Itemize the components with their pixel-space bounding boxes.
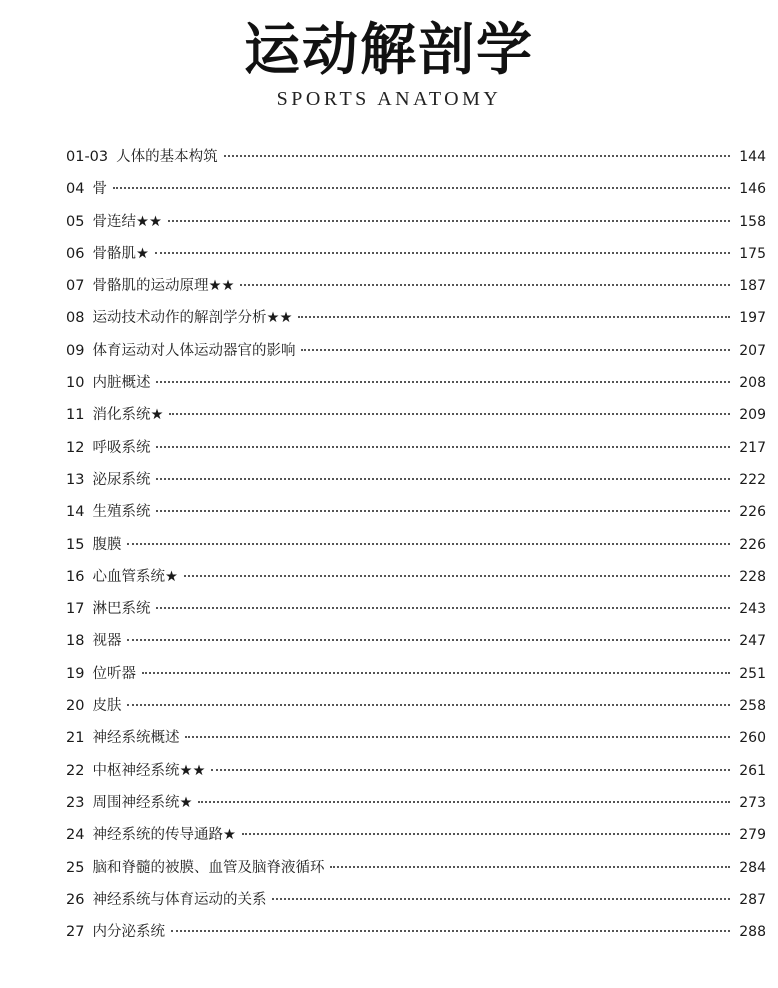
toc-entry-title: 骨骼肌的运动原理★★ xyxy=(92,278,235,295)
dot-leader xyxy=(330,866,730,868)
toc-entry-page: 207 xyxy=(739,342,766,359)
toc-entry[interactable] xyxy=(66,496,766,528)
toc-entry[interactable] xyxy=(66,755,766,787)
toc-entry-number: 21 xyxy=(66,730,85,747)
toc-entry[interactable] xyxy=(66,529,766,561)
dot-leader xyxy=(156,510,730,512)
toc-entry[interactable] xyxy=(66,787,766,819)
dot-leader xyxy=(169,413,730,415)
dot-leader xyxy=(185,736,730,738)
toc-entry-title: 泌尿系统 xyxy=(92,471,151,488)
dot-leader xyxy=(240,284,730,286)
page-title: 运动解剖学 xyxy=(244,17,534,83)
dot-leader xyxy=(242,833,730,835)
toc-entry-title: 运动技术动作的解剖学分析★★ xyxy=(92,310,293,327)
toc-entry-number: 19 xyxy=(66,665,85,682)
toc-entry-title: 腹膜 xyxy=(92,536,122,553)
dot-leader xyxy=(184,575,730,577)
dot-leader xyxy=(198,801,730,803)
toc-entry-page: 251 xyxy=(739,665,766,682)
toc-entry-number: 10 xyxy=(66,375,85,392)
toc-entry-page: 144 xyxy=(739,149,766,165)
toc-entry[interactable] xyxy=(66,690,766,722)
toc-entry[interactable] xyxy=(66,206,766,238)
toc-entry-number: 07 xyxy=(66,278,85,295)
toc-entry-page: 261 xyxy=(739,762,766,779)
toc-entry[interactable] xyxy=(66,302,766,334)
page-subtitle: SPORTS ANATOMY xyxy=(276,88,502,110)
toc-entry-page: 243 xyxy=(739,601,766,618)
toc-entry[interactable] xyxy=(66,141,766,173)
toc-entry-number: 17 xyxy=(66,601,85,618)
toc-entry-page: 208 xyxy=(739,375,766,392)
toc-entry-page: 222 xyxy=(739,471,766,488)
toc-entry[interactable] xyxy=(66,335,766,367)
toc-entry-title: 生殖系统 xyxy=(92,504,151,521)
toc-entry-title: 骨骼肌★ xyxy=(92,245,149,262)
toc-entry-page: 226 xyxy=(739,504,766,521)
toc-entry-title: 脑和脊髓的被膜、血管及脑脊液循环 xyxy=(92,859,325,876)
toc-entry-title: 神经系统的传导通路★ xyxy=(92,827,236,844)
toc-entry[interactable] xyxy=(66,432,766,464)
toc-entry-page: 258 xyxy=(739,698,766,715)
toc-entry[interactable] xyxy=(66,561,766,593)
toc-entry[interactable] xyxy=(66,722,766,754)
toc-entry[interactable] xyxy=(66,270,766,302)
toc-entry-number: 15 xyxy=(66,536,85,553)
toc-entry-title: 淋巴系统 xyxy=(92,601,151,618)
dot-leader xyxy=(272,898,730,900)
toc-entry-title: 体育运动对人体运动器官的影响 xyxy=(92,342,296,359)
toc-entry-page: 217 xyxy=(739,439,766,456)
dot-leader xyxy=(156,478,730,480)
toc-entry-page: 197 xyxy=(739,310,766,327)
toc-entry-number: 18 xyxy=(66,633,85,650)
toc-entry[interactable] xyxy=(66,625,766,657)
toc-entry-number: 04 xyxy=(66,181,85,198)
dot-leader xyxy=(127,543,730,545)
toc-entry-number: 25 xyxy=(66,859,85,876)
dot-leader xyxy=(211,769,730,771)
toc-entry-number: 08 xyxy=(66,310,85,327)
toc-entry-number: 12 xyxy=(66,439,85,456)
toc-entry-page: 273 xyxy=(739,794,766,811)
toc-entry-title: 心血管系统★ xyxy=(92,568,178,585)
dot-leader xyxy=(127,639,730,641)
toc-entry[interactable] xyxy=(66,464,766,496)
toc-entry-number: 20 xyxy=(66,698,85,715)
dot-leader xyxy=(127,704,730,706)
toc-entry-page: 279 xyxy=(739,827,766,844)
toc-entry[interactable] xyxy=(66,852,766,884)
toc-entry-page: 247 xyxy=(739,633,766,650)
toc-entry-number: 05 xyxy=(66,213,85,230)
toc-entry-title: 神经系统概述 xyxy=(92,730,180,747)
dot-leader xyxy=(156,446,730,448)
toc-entry[interactable] xyxy=(66,399,766,431)
toc-entry-page: 175 xyxy=(739,245,766,262)
toc-entry-page: 187 xyxy=(739,278,766,295)
toc-entry-title: 中枢神经系统★★ xyxy=(92,762,206,779)
toc-entry-number: 16 xyxy=(66,568,85,585)
toc-entry-title: 骨 xyxy=(92,181,107,198)
toc-entry-page: 284 xyxy=(739,859,766,876)
dot-leader xyxy=(142,672,730,674)
toc-entry-title: 骨连结★★ xyxy=(92,213,162,230)
toc-entry-title: 视器 xyxy=(92,633,122,650)
toc-entry-number: 26 xyxy=(66,891,85,908)
toc-entry-number: 22 xyxy=(66,762,85,779)
dot-leader xyxy=(156,607,730,609)
toc-entry-page: 209 xyxy=(739,407,766,424)
dot-leader xyxy=(298,316,730,318)
toc-entry-number: 01-03 xyxy=(66,149,109,165)
toc-entry[interactable] xyxy=(66,916,766,948)
toc-entry[interactable] xyxy=(66,593,766,625)
dot-leader xyxy=(171,930,730,932)
toc-entry-title: 人体的基本构筑 xyxy=(116,149,218,165)
table-of-contents xyxy=(66,141,766,948)
toc-entry-number: 14 xyxy=(66,504,85,521)
toc-entry-title: 内脏概述 xyxy=(92,375,151,392)
toc-entry-title: 位听器 xyxy=(92,665,136,682)
dot-leader xyxy=(156,381,730,383)
toc-entry[interactable] xyxy=(66,173,766,205)
toc-entry-page: 287 xyxy=(739,891,766,908)
toc-entry-title: 内分泌系统 xyxy=(92,924,165,941)
toc-entry-page: 228 xyxy=(739,568,766,585)
toc-entry-title: 神经系统与体育运动的关系 xyxy=(92,891,267,908)
toc-entry[interactable] xyxy=(66,884,766,916)
toc-entry-page: 146 xyxy=(739,181,766,198)
toc-entry-page: 158 xyxy=(739,213,766,230)
toc-entry-page: 226 xyxy=(739,536,766,553)
toc-entry-number: 13 xyxy=(66,471,85,488)
toc-entry-title: 周围神经系统★ xyxy=(92,794,193,811)
toc-entry[interactable] xyxy=(66,819,766,851)
dot-leader xyxy=(301,349,730,351)
toc-entry-page: 288 xyxy=(739,924,766,941)
toc-entry-number: 09 xyxy=(66,342,85,359)
toc-entry-title: 呼吸系统 xyxy=(92,439,151,456)
toc-entry[interactable] xyxy=(66,367,766,399)
dot-leader xyxy=(168,220,730,222)
dot-leader xyxy=(224,155,730,157)
toc-entry-title: 皮肤 xyxy=(92,698,122,715)
toc-entry-number: 24 xyxy=(66,827,85,844)
toc-entry[interactable] xyxy=(66,238,766,270)
toc-entry-number: 11 xyxy=(66,407,85,424)
toc-entry-number: 27 xyxy=(66,924,85,941)
toc-entry[interactable] xyxy=(66,658,766,690)
toc-entry-number: 23 xyxy=(66,794,85,811)
toc-entry-number: 06 xyxy=(66,245,85,262)
dot-leader xyxy=(113,187,730,189)
dot-leader xyxy=(155,252,730,254)
toc-entry-page: 260 xyxy=(739,730,766,747)
toc-entry-title: 消化系统★ xyxy=(92,407,164,424)
